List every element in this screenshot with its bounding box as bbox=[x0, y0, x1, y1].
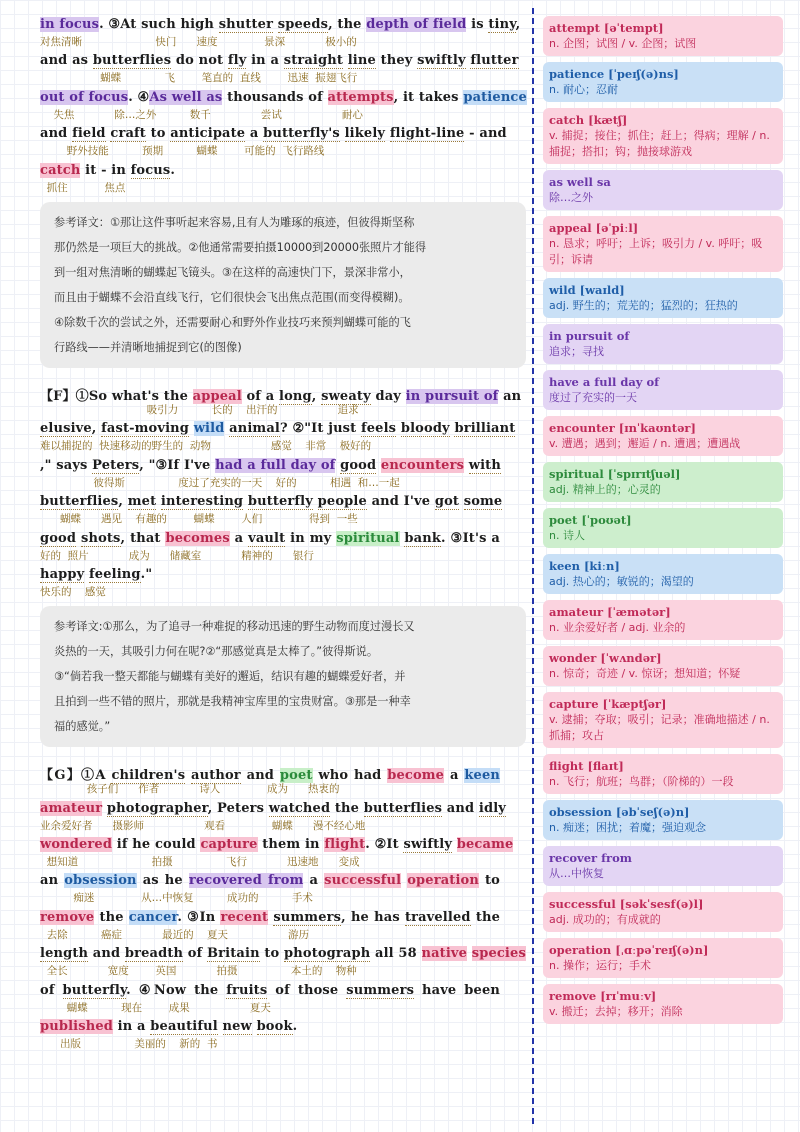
vocab-word: catch [kætʃ] bbox=[549, 113, 628, 127]
vocab-card bbox=[543, 370, 783, 410]
paragraph-g-line bbox=[40, 870, 526, 906]
vocab-card bbox=[543, 984, 783, 1024]
english-text: happy feeling." bbox=[40, 566, 153, 582]
paragraph-f-line bbox=[40, 382, 526, 418]
paragraph-e-line bbox=[40, 50, 526, 86]
vocab-word: patience [ˈpeɪʃ(ə)ns] bbox=[549, 67, 679, 81]
chinese-gloss: 全长 宽度 英国 拍摄 本土的 物种 bbox=[40, 965, 357, 978]
vocab-definition: adj. 精神上的；心灵的 bbox=[549, 483, 661, 496]
paragraph-g-line bbox=[40, 798, 526, 834]
vocab-card bbox=[543, 646, 783, 686]
chinese-gloss: 抓住 焦点 bbox=[40, 181, 126, 194]
vocab-card bbox=[543, 462, 783, 502]
paragraph-e-line bbox=[40, 87, 526, 123]
vocab-word: spiritual [ˈspɪrɪtʃuəl] bbox=[549, 467, 681, 481]
english-text: remove the cancer. ③In recent summers, he has travelled the bbox=[40, 909, 500, 925]
vocab-card bbox=[543, 416, 783, 456]
chinese-gloss: 好的 照片 成为 储藏室 精神的 银行 bbox=[40, 549, 314, 562]
english-text: 【F】①So what's the appeal of a long, sweaty day in pursuit of an bbox=[40, 388, 522, 404]
vocab-definition: n. 痴迷；困扰；着魔；强迫观念 bbox=[549, 821, 706, 834]
english-text: an obsession as he recovered from a successful operation to bbox=[40, 873, 500, 889]
vocab-definition: v. 逮捕；夺取；吸引；记录；准确地描述 / n. 抓捕；攻占 bbox=[549, 713, 770, 742]
chinese-gloss: 彼得斯 度过了充实的一天 好的 相遇 和…一起 bbox=[40, 476, 400, 489]
english-text: in focus. ③At such high shutter speeds, the depth of field is tiny, bbox=[40, 17, 521, 32]
translation-line: 且拍到一些不错的照片，那就是我精神宝库里的宝贵财富。③那是一种幸 bbox=[54, 695, 411, 709]
vocab-definition: n. 惊奇；奇迹 / v. 惊讶；想知道；怀疑 bbox=[549, 667, 741, 680]
chinese-gloss: 对焦清晰 快门 速度 景深 极小的 bbox=[40, 36, 357, 48]
translation-line: 炎热的一天，其吸引力何在呢?②“那感觉真是太棒了。”彼得斯说。 bbox=[54, 645, 379, 659]
chinese-gloss: 痴迷 从…中恢复 成功的 手术 bbox=[40, 892, 313, 905]
vocab-definition: adj. 野生的；荒芜的；猛烈的；狂热的 bbox=[549, 299, 738, 312]
vocab-word: capture [ˈkæptʃər] bbox=[549, 697, 667, 711]
vocab-word: encounter [ɪnˈkaʊntər] bbox=[549, 421, 696, 435]
chinese-gloss: 难以捕捉的 快速移动的野生的 动物 感觉 非常 极好的 bbox=[40, 440, 372, 453]
vocab-card bbox=[543, 324, 783, 364]
chinese-gloss: 快乐的 感觉 bbox=[40, 585, 106, 598]
english-text: elusive, fast-moving wild animal? ②"It just feels bloody brilliant bbox=[40, 421, 516, 437]
vocab-card bbox=[543, 16, 783, 56]
vocab-word: poet [ˈpoʊət] bbox=[549, 513, 632, 527]
chinese-gloss: 吸引力 长的 出汗的 追求 bbox=[40, 403, 359, 416]
paragraph-f bbox=[40, 382, 526, 600]
vocab-word: successful [səkˈsesf(ə)l] bbox=[549, 897, 704, 911]
paragraph-f-line bbox=[40, 455, 526, 491]
vocab-card bbox=[543, 170, 783, 210]
vocab-definition: v. 遭遇；遇到；邂逅 / n. 遭遇；遭遇战 bbox=[549, 437, 741, 450]
vocab-definition: n. 操作；运行；手术 bbox=[549, 959, 651, 972]
reading-passage bbox=[40, 14, 526, 1052]
chinese-gloss: 失焦 除…之外 数千 尝试 耐心 bbox=[40, 108, 363, 121]
paragraph-g-line bbox=[40, 907, 526, 943]
english-text: catch it - in focus. bbox=[40, 162, 176, 178]
translation-line: 参考译文:①那么，为了追寻一种难捉的移动迅速的野生动物而度过漫长又 bbox=[54, 620, 415, 634]
vocab-word: keen [kiːn] bbox=[549, 559, 620, 573]
english-text: and field craft to anticipate a butterfly's likely flight-line - and bbox=[40, 126, 507, 142]
vocab-card bbox=[543, 754, 783, 794]
chinese-gloss: 野外技能 预期 蝴蝶 可能的 飞行路线 bbox=[40, 145, 325, 158]
chinese-gloss: 想知道 拍摄 飞行 迅速地 变成 bbox=[40, 856, 360, 869]
vocab-word: operation [ˌɑːpəˈreɪʃ(ə)n] bbox=[549, 943, 709, 957]
paragraph-g-line bbox=[40, 1016, 526, 1052]
paragraph-f-line bbox=[40, 491, 526, 527]
paragraph-g-line bbox=[40, 943, 526, 979]
vocab-definition: n. 恳求；呼吁；上诉；吸引力 / v. 呼吁；吸引；诉请 bbox=[549, 237, 763, 266]
vocab-word: in pursuit of bbox=[549, 329, 630, 343]
vocab-definition: n. 企图；试图 / v. 企图；试图 bbox=[549, 37, 697, 50]
english-text: wondered if he could capture them in flight. ②It swiftly became bbox=[40, 837, 514, 853]
vocab-card bbox=[543, 892, 783, 932]
vocab-definition: 追求；寻找 bbox=[549, 345, 604, 358]
translation-line: ③“倘若我一整天都能与蝴蝶有美好的邂逅，结识有趣的蝴蝶爱好者，并 bbox=[54, 670, 406, 684]
vocab-card bbox=[543, 108, 783, 164]
chinese-gloss: 蝴蝶 现在 成果 夏天 bbox=[40, 1001, 271, 1014]
vocab-word: have a full day of bbox=[549, 375, 660, 389]
vocab-word: wild [waɪld] bbox=[549, 283, 625, 297]
vocab-definition: v. 搬迁；去掉；移开；消除 bbox=[549, 1005, 683, 1018]
vocabulary-list bbox=[543, 16, 783, 1030]
vocab-word: remove [rɪˈmuːv] bbox=[549, 989, 657, 1003]
vocab-card bbox=[543, 846, 783, 886]
chinese-gloss: 蝴蝶 遇见 有趣的 蝴蝶 人们 得到 一些 bbox=[40, 513, 358, 526]
translation-line: 那仍然是一项巨大的挑战。②他通常需要拍摄10000到20000张照片才能得 bbox=[54, 240, 427, 254]
translation-line: ④除数千次的尝试之外，还需要耐心和野外作业技巧来预判蝴蝶可能的飞 bbox=[54, 315, 411, 329]
vocab-definition: n. 飞行；航班；鸟群；（阶梯的）一段 bbox=[549, 775, 734, 788]
english-text: amateur photographer, Peters watched the butterflies and idly bbox=[40, 800, 507, 816]
vocab-word: as well sa bbox=[549, 175, 611, 189]
paragraph-e-line bbox=[40, 160, 526, 196]
paragraph-e-end bbox=[40, 14, 526, 196]
vocab-word: attempt [əˈtempt] bbox=[549, 21, 664, 35]
vocab-definition: adj. 成功的；有成就的 bbox=[549, 913, 661, 926]
paragraph-g bbox=[40, 761, 526, 1052]
vocab-word: recover from bbox=[549, 851, 632, 865]
vocab-card bbox=[543, 216, 783, 272]
english-text: length and breadth of Britain to photograph all 58 native species bbox=[40, 946, 526, 962]
english-text: butterflies, met interesting butterfly people and I've got some bbox=[40, 494, 503, 510]
english-text: 【G】①A children's author and poet who had become a keen bbox=[40, 768, 500, 784]
translation-line: 福的感觉。” bbox=[54, 720, 111, 734]
vocab-card bbox=[543, 600, 783, 640]
paragraph-g-line bbox=[40, 761, 526, 797]
vocab-card bbox=[543, 62, 783, 102]
reference-translation-f bbox=[40, 606, 526, 747]
translation-line: 参考译文：①那让这件事听起来容易,且有人为雕琢的痕迹，但彼得斯坚称 bbox=[54, 215, 415, 229]
vocab-definition: n. 耐心；忍耐 bbox=[549, 83, 618, 96]
english-text: of butterfly. ④Now the fruits of those summers have been bbox=[40, 982, 500, 998]
vocab-definition: 除…之外 bbox=[549, 191, 593, 204]
english-text: out of focus. ④As well as thousands of attempts, it takes patience bbox=[40, 89, 527, 105]
paragraph-e-line bbox=[40, 123, 526, 159]
chinese-gloss: 出版 美丽的 新的 书 bbox=[40, 1038, 218, 1051]
english-text: ," says Peters, "③If I've had a full day of good encounters with bbox=[40, 457, 501, 473]
vocab-word: flight [flaɪt] bbox=[549, 759, 624, 773]
english-text: good shots, that becomes a vault in my spiritual bank. ③It's a bbox=[40, 530, 501, 546]
vocab-definition: v. 捕捉；接住；抓住；赶上；得病；理解 / n. 捕捉；搭扣；钩；抛接球游戏 bbox=[549, 129, 770, 158]
vocab-card bbox=[543, 554, 783, 594]
paragraph-e-line bbox=[40, 14, 526, 50]
paragraph-f-line bbox=[40, 564, 526, 600]
paragraph-f-line bbox=[40, 528, 526, 564]
vocab-card bbox=[543, 800, 783, 840]
vocab-card bbox=[543, 692, 783, 748]
vocab-card bbox=[543, 508, 783, 548]
vocab-word: amateur [ˈæmətər] bbox=[549, 605, 671, 619]
english-text: published in a beautiful new book. bbox=[40, 1019, 298, 1035]
vocab-definition: n. 业余爱好者 / adj. 业余的 bbox=[549, 621, 686, 634]
chinese-gloss: 蝴蝶 飞 笔直的 直线 迅速 振翅飞行 bbox=[40, 72, 358, 85]
vocab-card bbox=[543, 278, 783, 318]
translation-line: 到一组对焦清晰的蝴蝶起飞镜头。③在这样的高速快门下，景深非常小， bbox=[54, 265, 411, 279]
vocab-word: appeal [əˈpiːl] bbox=[549, 221, 639, 235]
translation-line: 行路线——并清晰地捕捉到它(的图像) bbox=[54, 340, 242, 354]
paragraph-g-line bbox=[40, 980, 526, 1016]
vocab-word: wonder [ˈwʌndər] bbox=[549, 651, 662, 665]
paragraph-g-line bbox=[40, 834, 526, 870]
paragraph-f-line bbox=[40, 418, 526, 454]
vocab-word: obsession [əbˈseʃ(ə)n] bbox=[549, 805, 690, 819]
reference-translation-e bbox=[40, 202, 526, 368]
vocab-definition: 从…中恢复 bbox=[549, 867, 604, 880]
chinese-gloss: 业余爱好者 摄影师 观看 蝴蝶 漫不经心地 bbox=[40, 819, 366, 832]
english-text: and as butterflies do not fly in a straight line they swiftly flutter bbox=[40, 53, 519, 69]
chinese-gloss: 孩子们 作者 诗人 成为 热衷的 bbox=[40, 783, 340, 796]
chinese-gloss: 去除 癌症 最近的 夏天 游历 bbox=[40, 928, 310, 941]
translation-line: 而且由于蝴蝶不会沿直线飞行，它们很快会飞出焦点范围(而变得模糊)。 bbox=[54, 290, 410, 304]
vocab-definition: adj. 热心的；敏锐的；渴望的 bbox=[549, 575, 694, 588]
column-divider bbox=[532, 8, 534, 1124]
vocab-definition: n. 诗人 bbox=[549, 529, 585, 542]
vocab-card bbox=[543, 938, 783, 978]
vocab-definition: 度过了充实的一天 bbox=[549, 391, 637, 404]
